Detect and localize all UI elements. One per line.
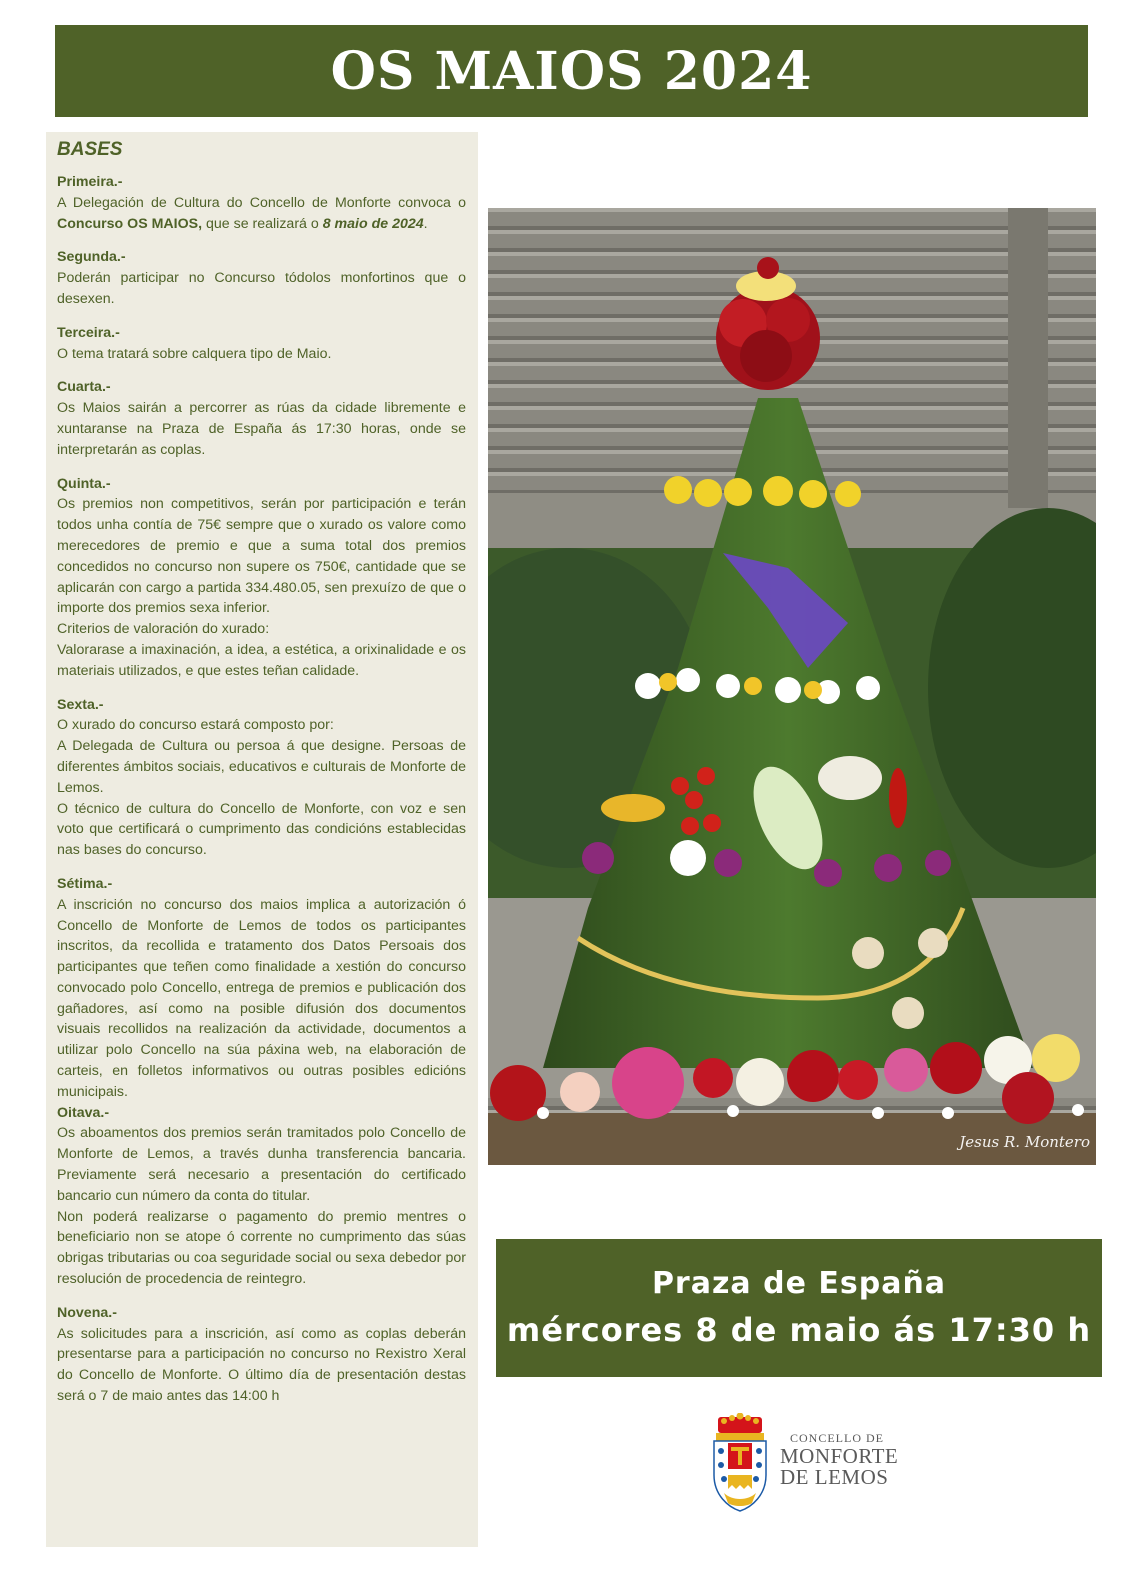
text-run: A Delegación de Cultura do Concello de Monforte convoca o: [57, 194, 466, 211]
section-text: Os aboamentos dos premios serán tramitados polo Concello de Monforte de Lemos, a través dunha transferencia bancaria. Previamente será necesario a presentación do certificado bancario cun número da conta do titular.: [57, 1125, 466, 1204]
logo-line-2: MONFORTE: [780, 1444, 899, 1468]
section-text: Os premios non competitivos, serán por participación e terán todos unha contía de 75€ sempre que o xurado os valore como merecedores de premio e que a suma total dos premios concedidos no concurso non supere os 750€, cantidade que se aplicarán con cargo a partida 334.480.05, sen prexuízo de que o importe dos premios sexa inferior.: [57, 496, 466, 617]
section-text: Non poderá realizarse o pagamento do premio mentres o beneficiario non se atope ó corrente no cumprimento das súas obrigas tributarias ou coa seguridade social ou sexa debedor por resolución de procedencia de reintegro.: [57, 1208, 466, 1288]
concello-logo: [710, 1413, 910, 1513]
coat-of-arms-icon: [710, 1413, 770, 1513]
bases-heading: BASES: [57, 139, 123, 160]
section-text: [57, 193, 466, 235]
section-text: Poderán participar no Concurso tódolos monfortinos que o desexen.: [57, 270, 466, 307]
section-terceira: [57, 323, 466, 365]
section-oitava: [57, 1103, 466, 1290]
photo-credit: Jesus R. Montero: [959, 1133, 1090, 1151]
section-setima: [57, 874, 466, 1103]
section-novena: [57, 1303, 466, 1407]
section-text: Criterios de valoración do xurado:: [57, 621, 270, 638]
section-text: Valorarase a imaxinación, a idea, a estética, a orixinalidade e os materiais utilizados, e que estes teñan calidade.: [57, 641, 466, 679]
section-primeira: [57, 172, 466, 234]
section-title: Terceira.-: [57, 324, 120, 341]
section-text: A inscrición no concurso dos maios implica a autorización ó Concello de Monforte de Lemos de todos os participantes inscritos, da recollida e tratamento dos Datos Persoais dos participantes que teñen como finalidade a xestión do concurso convocado polo Concello, entrega de premios e publicación dos gañadores, así como na posible difusión dos documentos visuais recollidos na realización da actividade, documentos a utilizar polo Concello na súa páxina web, na elaboración de carteis, en folletos informativos ou outras posibles edicións municipais.: [57, 896, 466, 1100]
section-text: As solicitudes para a inscrición, así como as coplas deberán presentarse para a participación no concurso no Rexistro Xeral do Concello de Monforte. O último día de presentación destas será o 7 de maio antes das 14:00 h: [57, 1325, 466, 1405]
section-title: Segunda.-: [57, 249, 126, 266]
section-text: A Delegada de Cultura ou persoa á que designe. Persoas de diferentes ámbitos sociais, educativos e culturais de Monforte de Lemos.: [57, 738, 466, 796]
contest-name: Concurso OS MAIOS,: [57, 215, 203, 232]
section-title: Oitava.-: [57, 1104, 110, 1121]
event-location: Praza de España: [651, 1266, 947, 1301]
logo-line-1: CONCELLO DE: [790, 1431, 884, 1445]
section-text: O técnico de cultura do Concello de Monforte, con voz e sen voto que certificará o cumprimento das condicións establecidas nas bases do concurso.: [57, 800, 466, 859]
bases-panel: [46, 132, 478, 1547]
event-banner: [496, 1239, 1102, 1377]
maio-photo: [488, 208, 1096, 1165]
title-banner: [55, 25, 1088, 117]
section-title: Sétima.-: [57, 875, 113, 892]
maio-illustration: [488, 208, 1096, 1165]
logo-wordmark: [780, 1431, 898, 1488]
section-sexta: [57, 695, 466, 861]
contest-date: 8 maio de 2024: [322, 215, 424, 232]
page-title: OS MAIOS 2024: [330, 40, 813, 102]
text-run: .: [423, 215, 428, 232]
logo-line-3: DE LEMOS: [780, 1465, 889, 1489]
section-text: O xurado do concurso estará composto por:: [57, 717, 334, 734]
section-title: Sexta.-: [57, 696, 104, 713]
section-title: Novena.-: [57, 1304, 117, 1321]
event-datetime: mércores 8 de maio ás 17:30 h: [506, 1311, 1092, 1349]
section-title: Quinta.-: [57, 475, 111, 492]
text-run: que se realizará o: [202, 215, 323, 232]
section-cuarta: [57, 377, 466, 460]
section-quinta: [57, 474, 466, 682]
section-segunda: [57, 247, 466, 309]
section-title: Cuarta.-: [57, 379, 111, 396]
section-title: Primeira.-: [57, 174, 123, 190]
section-text: Os Maios sairán a percorrer as rúas da cidade libremente e xuntaranse na Praza de España ás 17:30 horas, onde se interpretarán as coplas.: [57, 400, 466, 458]
section-text: O tema tratará sobre calquera tipo de Maio.: [57, 345, 332, 362]
